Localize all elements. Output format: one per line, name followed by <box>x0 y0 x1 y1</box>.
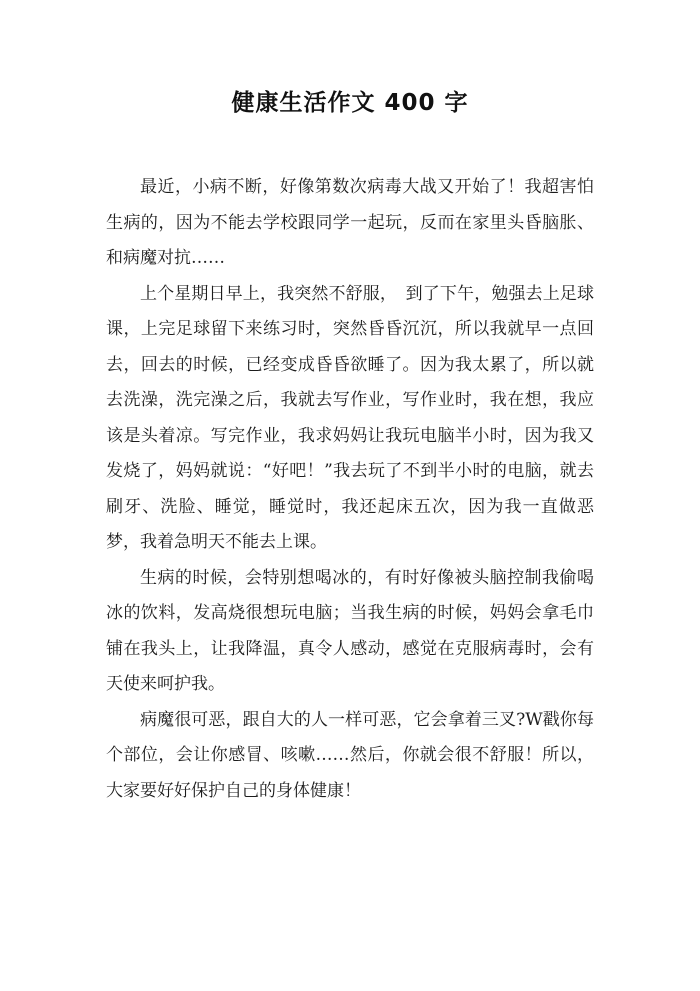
paragraph-4: 病魔很可恶，跟自大的人一样可恶，它会拿着三叉?W戳你每个部位，会让你感冒、咳嗽……然后，你就会很不舒服！所以，大家要好好保护自己的身体健康！ <box>106 709 594 801</box>
paragraph-1: 最近，小病不断，好像第数次病毒大战又开始了！我超害怕生病的，因为不能去学校跟同学一起玩，反而在家里头昏脑胀、和病魔对抗…… <box>106 177 594 268</box>
essay-body <box>106 170 594 809</box>
paragraph-2: 上个星期日早上，我突然不舒服， 到了下午，勉强去上足球课，上完足球留下来练习时，突然昏昏沉沉，所以我就早一点回去，回去的时候，已经变成昏昏欲睡了。因为我太累了，所以就去洗澡，洗完澡之后，我就去写作业，写作业时，我在想，我应该是头着凉。写完作业，我求妈妈让我玩电脑半小时，因为我又发烧了，妈妈就说：“好吧！”我去玩了不到半小时的电脑，就去刷牙、洗脸、睡觉，睡觉时，我还起床五次，因为我一直做恶梦，我着急明天不能去上课。 <box>106 283 594 552</box>
paragraph-3: 生病的时候，会特别想喝冰的，有时好像被头脑控制我偷喝冰的饮料，发高烧很想玩电脑；当我生病的时候，妈妈会拿毛巾铺在我头上，让我降温，真令人感动，感觉在克服病毒时，会有天使来呵护我。 <box>106 567 594 694</box>
document-title: 健康生活作文 400 字 <box>231 90 469 116</box>
